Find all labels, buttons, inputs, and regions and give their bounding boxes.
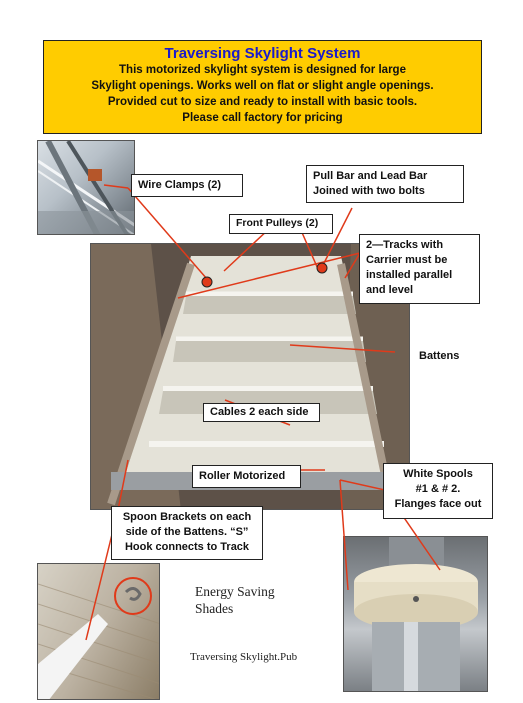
pull-bar-label: Pull Bar and Lead Bar Joined with two bolts (306, 165, 464, 203)
battens-label: Battens (419, 350, 460, 362)
file-name-text: Traversing Skylight.Pub (190, 651, 298, 663)
white-spools-label: White Spools #1 & # 2. Flanges face out (383, 463, 493, 519)
description-line-1: This motorized skylight system is designed for large (119, 64, 406, 76)
front-pulleys-label: Front Pulleys (2) (229, 214, 333, 234)
spoon-brackets-label: Spoon Brackets on each side of the Battens. “S” Hook connects to Track (111, 506, 263, 560)
energy-saving-text: Energy Saving Shades (195, 584, 275, 616)
tracks-label: 2—Tracks with Carrier must be installed parallel and level (359, 234, 480, 304)
description-line-4: Please call factory for pricing (182, 112, 343, 124)
description-line-3: Provided cut to size and ready to install with basic tools. (107, 96, 418, 108)
wire-clamps-label: Wire Clamps (2) (131, 174, 243, 197)
cables-label: Cables 2 each side (203, 403, 320, 422)
roller-motorized-label: Roller Motorized (192, 465, 301, 488)
page-title: Traversing Skylight System (164, 45, 361, 62)
description-line-2: Skylight openings. Works well on flat or slight angle openings. (91, 80, 434, 92)
